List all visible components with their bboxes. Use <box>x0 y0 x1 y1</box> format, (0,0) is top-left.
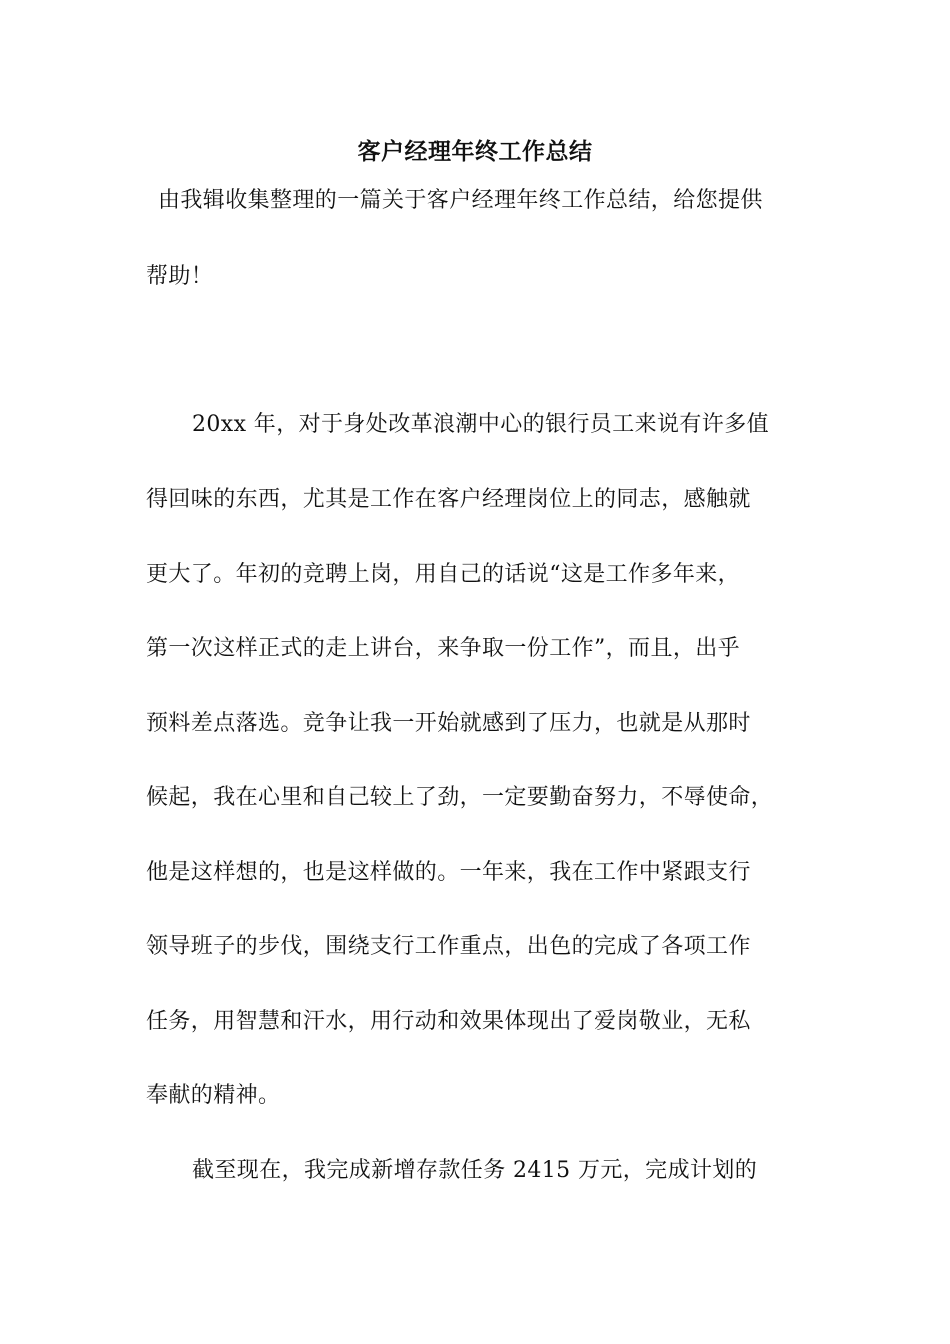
paragraph1-line-1: 20xx 年，对于身处改革浪潮中心的银行员工来说有许多值 <box>192 412 770 437</box>
document-title: 客户经理年终工作总结 <box>357 138 593 165</box>
paragraph2-line-1: 截至现在，我完成新增存款任务 2415 万元，完成计划的 <box>192 1158 758 1183</box>
paragraph1-line-2: 得回味的东西，尤其是工作在客户经理岗位上的同志，感触就 <box>146 487 751 512</box>
paragraph1-line-6: 候起，我在心里和自己较上了劲，一定要勤奋努力，不辱使命， <box>146 785 774 810</box>
paragraph1-line-10: 奉献的精神。 <box>146 1083 281 1108</box>
paragraph1-line-5: 预料差点落选。竞争让我一开始就感到了压力，也就是从那时 <box>146 711 751 736</box>
paragraph1-line-7: 他是这样想的，也是这样做的。一年来，我在工作中紧跟支行 <box>146 860 751 885</box>
paragraph1-line-4: 第一次这样正式的走上讲台，来争取一份工作”，而且，出乎 <box>146 636 741 661</box>
intro-line-2: 帮助！ <box>146 264 214 289</box>
intro-line-1: 由我辑收集整理的一篇关于客户经理年终工作总结，给您提供 <box>158 188 763 213</box>
paragraph1-line-3: 更大了。年初的竞聘上岗，用自己的话说“这是工作多年来， <box>146 562 741 587</box>
paragraph1-line-9: 任务，用智慧和汗水，用行动和效果体现出了爱岗敬业，无私 <box>146 1009 751 1034</box>
paragraph1-line-8: 领导班子的步伐，围绕支行工作重点，出色的完成了各项工作 <box>146 934 751 959</box>
